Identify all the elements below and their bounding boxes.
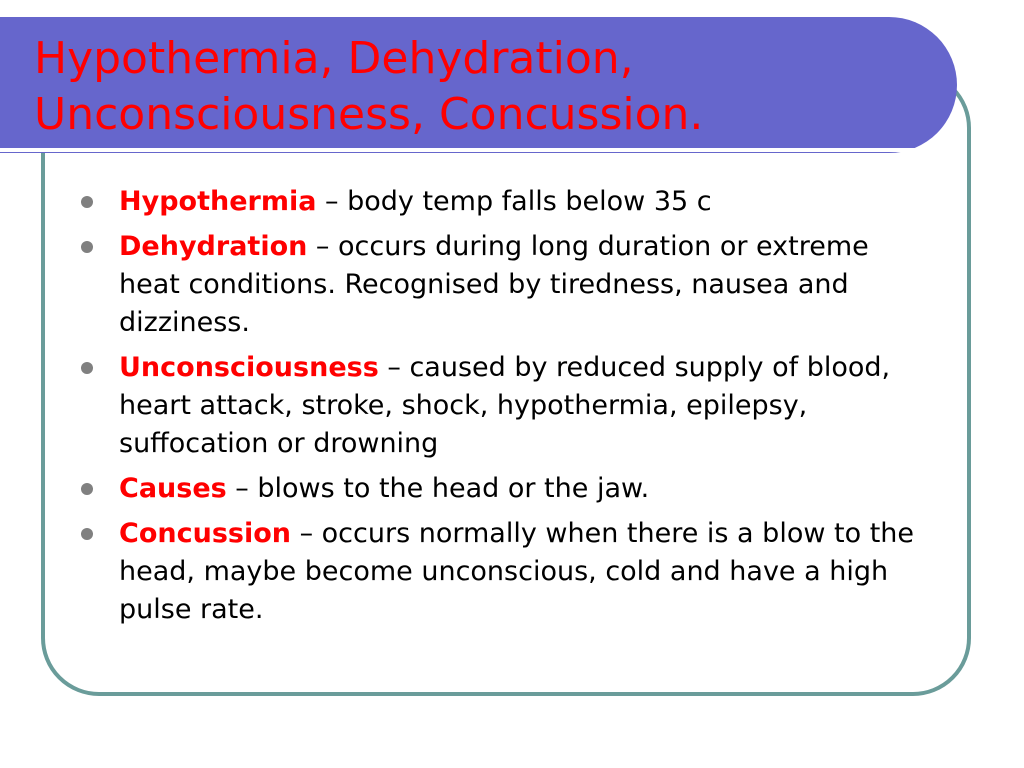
bullet-term: Dehydration	[119, 231, 308, 262]
bullet-text: – occurs during long duration or extreme heat conditions. Recognised by tiredness, nausea and dizziness.	[119, 231, 869, 338]
bullet-text: – occurs normally when there is a blow to the head, maybe become unconscious, cold and have a high pulse rate.	[119, 518, 915, 625]
title-underline	[0, 148, 934, 152]
bullet-dot-icon	[81, 362, 93, 374]
bullet-dot-icon	[81, 196, 93, 208]
bullet-item-hypothermia	[78, 183, 928, 221]
bullet-dot-icon	[81, 241, 93, 253]
bullet-item-concussion	[78, 515, 928, 629]
title-bar	[0, 17, 957, 153]
bullet-item-dehydration	[78, 228, 928, 342]
title-line-1: Hypothermia, Dehydration,	[34, 33, 634, 84]
bullet-text: – blows to the head or the jaw.	[226, 473, 650, 504]
bullet-term: Hypothermia	[119, 186, 317, 217]
bullet-term: Causes	[119, 473, 227, 504]
bullet-term: Unconsciousness	[119, 352, 379, 383]
bullet-text: – body temp falls below 35 c	[316, 186, 712, 217]
slide-title	[34, 31, 914, 143]
bullet-item-causes	[78, 470, 928, 508]
bullet-dot-icon	[81, 483, 93, 495]
bullet-term: Concussion	[119, 518, 291, 549]
title-line-2: Unconsciousness, Concussion.	[34, 89, 704, 140]
bullet-dot-icon	[81, 528, 93, 540]
bullet-item-unconsciousness	[78, 349, 928, 463]
bullet-list	[78, 183, 928, 636]
bullet-text: – caused by reduced supply of blood, heart attack, stroke, shock, hypothermia, epilepsy, suffocation or drowning	[119, 352, 891, 459]
